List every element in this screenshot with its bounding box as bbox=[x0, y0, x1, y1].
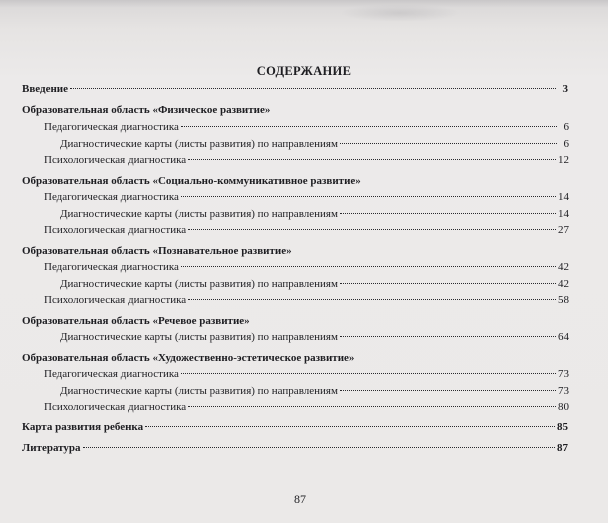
toc-entry-page: 27 bbox=[558, 224, 569, 236]
toc-entry-label: Диагностические карты (листы развития) по направлениям bbox=[60, 208, 338, 220]
toc-entry-page: 87 bbox=[557, 442, 568, 454]
leader-dots bbox=[181, 266, 556, 267]
toc-entry[interactable] bbox=[60, 208, 569, 221]
page-title: СОДЕРЖАНИЕ bbox=[256, 64, 352, 78]
toc-entry[interactable] bbox=[44, 261, 569, 274]
toc-entry[interactable] bbox=[60, 385, 569, 398]
toc-section-label: Образовательная область «Социально-коммуникативное развитие» bbox=[22, 175, 361, 187]
toc-entry-page: 58 bbox=[558, 294, 569, 306]
leader-dots bbox=[340, 336, 556, 337]
leader-dots bbox=[340, 390, 556, 391]
toc-entry[interactable] bbox=[44, 154, 569, 167]
toc-entry-label: Введение bbox=[22, 83, 69, 95]
leader-dots bbox=[83, 447, 555, 448]
toc-entry-introduction[interactable] bbox=[22, 83, 568, 96]
toc-entry[interactable] bbox=[44, 121, 569, 134]
leader-dots bbox=[188, 159, 556, 160]
toc-section-heading[interactable] bbox=[22, 245, 568, 258]
toc-entry-child-development-map[interactable] bbox=[22, 421, 568, 434]
toc-entry-label: Психологическая диагностика bbox=[44, 401, 187, 413]
toc-entry-label: Литература bbox=[22, 442, 81, 454]
toc-entry[interactable] bbox=[44, 294, 569, 307]
toc-section-heading[interactable] bbox=[22, 104, 568, 117]
toc-section-label: Образовательная область «Познавательное развитие» bbox=[22, 245, 292, 257]
page-number: 87 bbox=[294, 492, 306, 506]
leader-dots bbox=[340, 213, 556, 214]
toc-entry[interactable] bbox=[44, 368, 569, 381]
toc-entry-page: 12 bbox=[558, 154, 569, 166]
toc-entry-page: 14 bbox=[558, 208, 569, 220]
toc-entry-label: Диагностические карты (листы развития) по направлениям bbox=[60, 138, 338, 150]
leader-dots bbox=[340, 283, 556, 284]
toc-entry-page: 42 bbox=[558, 261, 569, 273]
toc-entry-label: Педагогическая диагностика bbox=[44, 191, 179, 203]
toc-entry[interactable] bbox=[44, 401, 569, 414]
toc-entry-page: 73 bbox=[558, 368, 569, 380]
leader-dots bbox=[145, 426, 555, 427]
toc-entry[interactable] bbox=[60, 278, 569, 291]
toc-entry-page: 80 bbox=[558, 401, 569, 413]
toc-entry[interactable] bbox=[60, 331, 569, 344]
leader-dots bbox=[181, 126, 557, 127]
toc-entry[interactable] bbox=[60, 138, 569, 151]
toc-entry-page: 85 bbox=[557, 421, 568, 433]
toc-section-heading[interactable] bbox=[22, 315, 568, 328]
leader-dots bbox=[181, 373, 556, 374]
toc-entry-label: Карта развития ребенка bbox=[22, 421, 144, 433]
leader-dots bbox=[340, 143, 557, 144]
toc-section-label: Образовательная область «Речевое развитие» bbox=[22, 315, 250, 327]
toc-entry-page: 64 bbox=[558, 331, 569, 343]
toc-entry-label: Психологическая диагностика bbox=[44, 224, 187, 236]
leader-dots bbox=[188, 299, 556, 300]
toc-entry-label: Педагогическая диагностика bbox=[44, 261, 179, 273]
toc-section-heading[interactable] bbox=[22, 352, 568, 365]
leader-dots bbox=[70, 88, 556, 89]
toc-entry-page: 3 bbox=[562, 83, 568, 95]
toc-section-label: Образовательная область «Физическое развитие» bbox=[22, 104, 271, 116]
toc-entry-label: Психологическая диагностика bbox=[44, 294, 187, 306]
toc-entry-page: 73 bbox=[558, 385, 569, 397]
toc-entry-page: 14 bbox=[558, 191, 569, 203]
toc-entry[interactable] bbox=[44, 191, 569, 204]
leader-dots bbox=[188, 229, 556, 230]
toc-entry-page: 6 bbox=[563, 138, 569, 150]
toc-entry-label: Диагностические карты (листы развития) по направлениям bbox=[60, 385, 338, 397]
toc-entry-label: Педагогическая диагностика bbox=[44, 368, 179, 380]
leader-dots bbox=[181, 196, 556, 197]
toc-entry-page: 42 bbox=[558, 278, 569, 290]
toc-entry-literature[interactable] bbox=[22, 442, 568, 455]
toc-section-heading[interactable] bbox=[22, 175, 568, 188]
toc-entry-label: Педагогическая диагностика bbox=[44, 121, 179, 133]
toc-entry-label: Диагностические карты (листы развития) по направлениям bbox=[60, 331, 338, 343]
toc-entry[interactable] bbox=[44, 224, 569, 237]
toc-entry-page: 6 bbox=[563, 121, 569, 133]
toc-entry-label: Диагностические карты (листы развития) по направлениям bbox=[60, 278, 338, 290]
toc-section-label: Образовательная область «Художественно-эстетическое развитие» bbox=[22, 352, 355, 364]
toc-entry-label: Психологическая диагностика bbox=[44, 154, 187, 166]
leader-dots bbox=[188, 406, 556, 407]
